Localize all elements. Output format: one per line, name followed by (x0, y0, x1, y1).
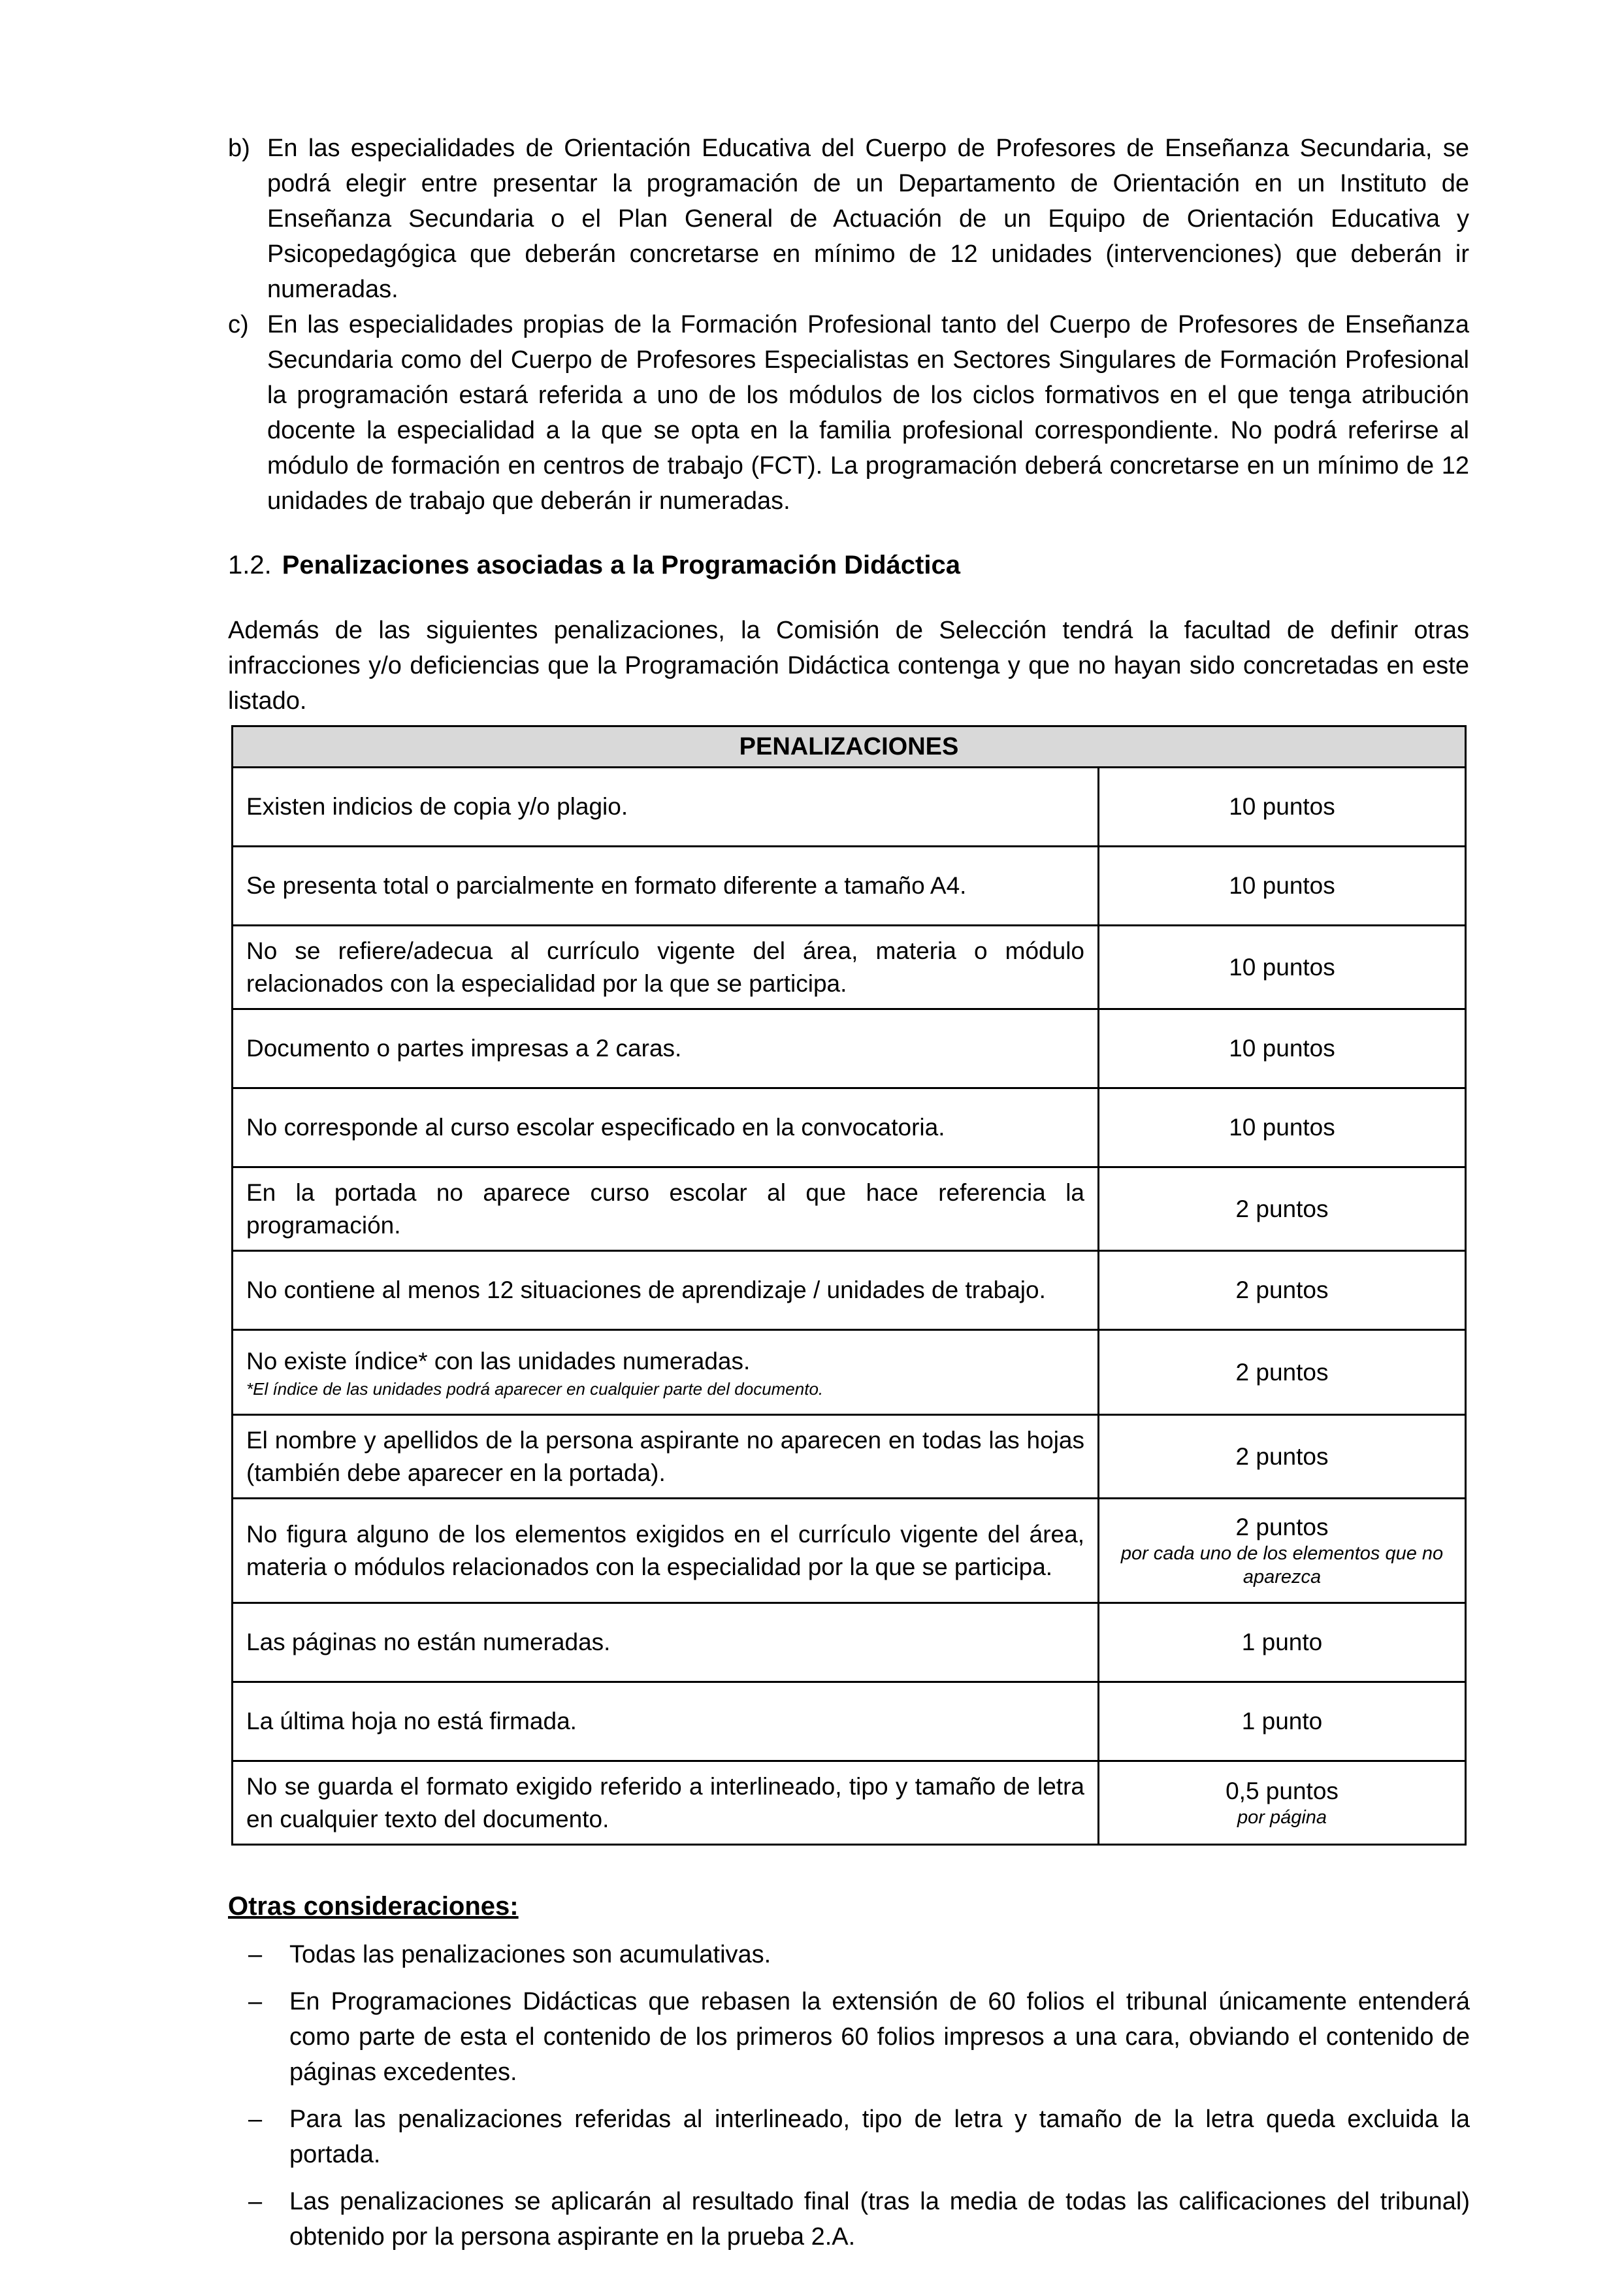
penalty-points: 2 puntos (1235, 1513, 1329, 1540)
penalty-points-cell (1099, 1167, 1466, 1251)
table-row (233, 1330, 1466, 1415)
penalty-description: No corresponde al curso escolar especificado en la convocatoria. (246, 1114, 945, 1141)
penalty-description: Se presenta total o parcialmente en formato diferente a tamaño A4. (246, 872, 967, 899)
list-item (248, 1937, 1470, 1972)
penalty-description-cell (233, 1330, 1099, 1415)
penalty-points-cell (1099, 1088, 1466, 1167)
penalty-description-cell (233, 1251, 1099, 1330)
item-marker: b) (228, 135, 250, 162)
penalty-points-cell (1099, 1682, 1466, 1761)
list-item (248, 1984, 1470, 2090)
penalty-points: 10 puntos (1229, 793, 1335, 820)
penalty-points-note: por página (1237, 1806, 1327, 1828)
penalty-points: 1 punto (1241, 1708, 1323, 1734)
penalty-points-cell (1099, 1009, 1466, 1088)
penalty-points: 2 puntos (1235, 1358, 1329, 1386)
penalty-description: En la portada no aparece curso escolar al que hace referencia la programación. (246, 1179, 1084, 1239)
table-header-row (233, 726, 1466, 768)
penalty-description-cell (233, 926, 1099, 1009)
table-row (233, 847, 1466, 926)
penalty-description-cell (233, 1009, 1099, 1088)
list-item-text: Todas las penalizaciones son acumulativas. (289, 1941, 771, 1968)
dash-bullet: – (248, 2188, 263, 2215)
table-row (233, 1009, 1466, 1088)
section-number: 1.2. (228, 551, 272, 579)
penalty-points: 1 punto (1241, 1629, 1323, 1655)
penalty-points-cell (1099, 1603, 1466, 1682)
item-marker: c) (228, 311, 249, 338)
dash-bullet: – (248, 1941, 263, 1968)
penalty-points: 10 puntos (1229, 872, 1335, 899)
other-considerations-title: Otras consideraciones: (228, 1892, 519, 1921)
penalty-description: No figura alguno de los elementos exigidos en el currículo vigente del área, materia o módulos relacionados con la especialidad por la que se participa. (246, 1520, 1084, 1580)
table-row (233, 1251, 1466, 1330)
section-title: Penalizaciones asociadas a la Programación Didáctica (282, 551, 960, 579)
penalty-description: No se refiere/adecua al currículo vigente del área, materia o módulo relacionados con la especialidad por la que se participa. (246, 937, 1084, 997)
dash-bullet: – (248, 2106, 263, 2133)
table-row (233, 1603, 1466, 1682)
penalty-description: Existen indicios de copia y/o plagio. (246, 793, 628, 820)
item-text: En las especialidades de Orientación Educativa del Cuerpo de Profesores de Enseñanza Secundaria, se podrá elegir entre presentar la programación de un Departamento de Orientación en un Instituto de Enseñanza Secundaria o el Plan General de Actuación de un Equipo de Orientación Educativa y Psicopedagógica que deberán concretarse en mínimo de 12 unidades (intervenciones) que deberán ir numeradas. (267, 135, 1469, 303)
penalty-description: La última hoja no está firmada. (246, 1708, 577, 1734)
list-item (248, 2102, 1470, 2172)
penalty-points-cell (1099, 1415, 1466, 1499)
penalty-description: No se guarda el formato exigido referido a interlineado, tipo y tamaño de letra en cualquier texto del documento. (246, 1772, 1084, 1832)
table-body (233, 768, 1466, 1845)
penalty-description-cell (233, 1603, 1099, 1682)
table-header: PENALIZACIONES (233, 726, 1466, 768)
table-row (233, 1088, 1466, 1167)
table-row (233, 1682, 1466, 1761)
lettered-item-c (228, 307, 1469, 519)
penalty-description-cell (233, 1088, 1099, 1167)
penalty-points: 2 puntos (1235, 1442, 1329, 1470)
penalty-description: No existe índice* con las unidades numeradas. (246, 1347, 751, 1375)
list-item-text: Las penalizaciones se aplicarán al resultado final (tras la media de todas las calificaciones del tribunal) obtenido por la persona aspirante en la prueba 2.A. (289, 2188, 1470, 2251)
table-row (233, 768, 1466, 847)
item-text: En las especialidades propias de la Formación Profesional tanto del Cuerpo de Profesores de Enseñanza Secundaria como del Cuerpo de Profesores Especialistas en Sectores Singulares de Formación Profesional la programación estará referida a uno de los módulos de los ciclos formativos en el que tenga atribución docente la especialidad a la que se opta en la familia profesional correspondiente. No podrá referirse al módulo de formación en centros de trabajo (FCT). La programación deberá concretarse en un mínimo de 12 unidades de trabajo que deberán ir numeradas. (267, 311, 1469, 515)
table-row (233, 1761, 1466, 1845)
penalty-note: *El índice de las unidades podrá aparecer en cualquier parte del documento. (246, 1378, 824, 1399)
penalty-description-cell (233, 847, 1099, 926)
table-row (233, 1167, 1466, 1251)
penalty-points: 10 puntos (1229, 1114, 1335, 1141)
table-row (233, 926, 1466, 1009)
list-item-text: En Programaciones Didácticas que rebasen la extensión de 60 folios el tribunal únicamente entenderá como parte de esta el contenido de los primeros 60 folios impresos a una cara, obviando el contenido de páginas excedentes. (289, 1988, 1470, 2086)
penalty-points-cell (1099, 1761, 1466, 1845)
section-intro: Además de las siguientes penalizaciones, la Comisión de Selección tendrá la facultad de definir otras infracciones y/o deficiencias que la Programación Didáctica contenga y que no hayan sido concretadas en este listado. (228, 617, 1469, 715)
dash-bullet: – (248, 1988, 263, 2015)
list-item (248, 2184, 1470, 2254)
penalties-table (231, 725, 1467, 1846)
penalty-points: 10 puntos (1229, 1035, 1335, 1062)
penalty-description: El nombre y apellidos de la persona aspirante no aparecen en todas las hojas (también debe aparecer en la portada). (246, 1426, 1084, 1486)
penalty-points-cell (1099, 768, 1466, 847)
penalty-description-cell (233, 1167, 1099, 1251)
penalty-description-cell (233, 768, 1099, 847)
penalty-points-cell (1099, 1251, 1466, 1330)
penalty-points: 0,5 puntos (1226, 1777, 1339, 1804)
penalty-points-cell (1099, 926, 1466, 1009)
penalty-points: 2 puntos (1235, 1195, 1329, 1222)
penalty-points-cell (1099, 1499, 1466, 1603)
penalty-description: Las páginas no están numeradas. (246, 1629, 611, 1655)
table-row (233, 1499, 1466, 1603)
penalty-points-cell (1099, 1330, 1466, 1415)
penalty-description-cell (233, 1761, 1099, 1845)
penalty-description: No contiene al menos 12 situaciones de aprendizaje / unidades de trabajo. (246, 1277, 1046, 1303)
penalty-points-cell (1099, 847, 1466, 926)
section-heading (228, 545, 960, 585)
list-item-text: Para las penalizaciones referidas al interlineado, tipo de letra y tamaño de la letra queda excluida la portada. (289, 2106, 1470, 2168)
penalty-description-cell (233, 1415, 1099, 1499)
penalty-points: 10 puntos (1229, 953, 1335, 981)
penalty-points: 2 puntos (1235, 1277, 1329, 1303)
table-row (233, 1415, 1466, 1499)
penalty-points-note: por cada uno de los elementos que no aparezca (1120, 1542, 1444, 1587)
penalty-description-cell (233, 1682, 1099, 1761)
penalty-description-cell (233, 1499, 1099, 1603)
penalty-description: Documento o partes impresas a 2 caras. (246, 1035, 682, 1062)
lettered-item-b (228, 131, 1469, 307)
other-considerations-list (248, 1937, 1470, 2266)
